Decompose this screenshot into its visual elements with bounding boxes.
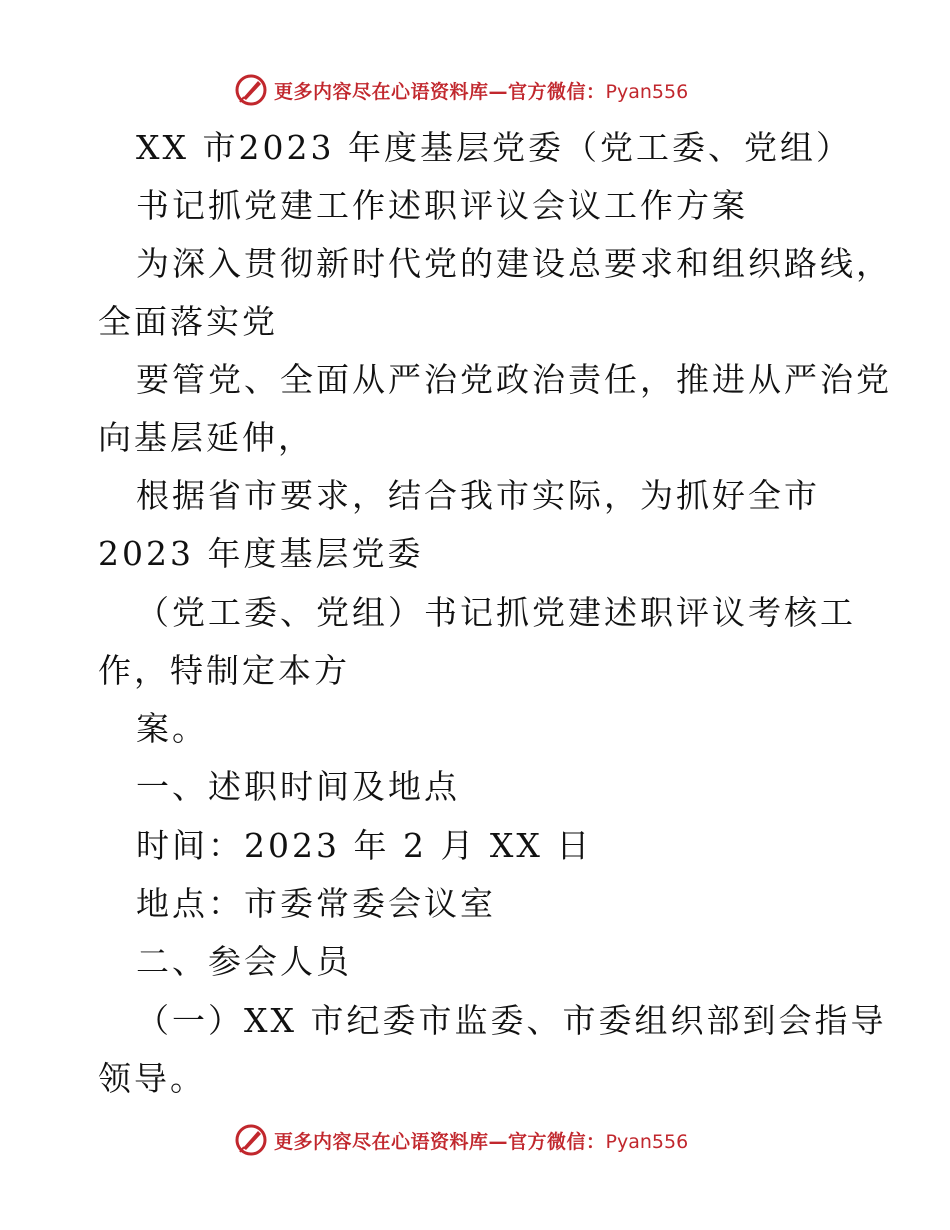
doc-title-line-2: 书记抓党建工作述职评议会议工作方案 [136,186,748,225]
meeting-time: 时间：2023 年 2 月 XX 日 [136,826,593,865]
quill-logo-icon [234,1123,268,1157]
paragraph-line: 为深入贯彻新时代党的建设总要求和组织路线， [136,244,892,283]
paragraph-line: 作，特制定本方 [98,651,350,690]
paragraph-line: 向基层延伸， [98,418,314,457]
watermark-text: 更多内容尽在心语资料库—官方微信：Pyan556 [274,80,689,103]
section-heading: 一、述职时间及地点 [136,767,460,806]
paragraph-line: （党工委、党组）书记抓党建述职评议考核工 [136,593,856,632]
paragraph-line: 要管党、全面从严治党政治责任，推进从严治党 [136,360,892,399]
section-heading: 二、参会人员 [136,942,352,981]
watermark-header [234,72,688,108]
meeting-location: 地点：市委常委会议室 [136,884,496,923]
paragraph-line: 根据省市要求，结合我市实际，为抓好全市 [136,476,820,515]
paragraph-line: 领导。 [98,1059,206,1098]
watermark-text: 更多内容尽在心语资料库—官方微信：Pyan556 [274,1130,689,1153]
paragraph-line: 案。 [136,709,208,748]
doc-title-line-1: XX 市2023 年度基层党委（党工委、党组） [136,128,852,167]
paragraph-line: 全面落实党 [98,302,278,341]
watermark-footer [234,1122,688,1158]
paragraph-line: （一）XX 市纪委市监委、市委组织部到会指导 [136,1001,887,1040]
paragraph-line: 2023 年度基层党委 [98,534,424,573]
quill-logo-icon [234,73,268,107]
